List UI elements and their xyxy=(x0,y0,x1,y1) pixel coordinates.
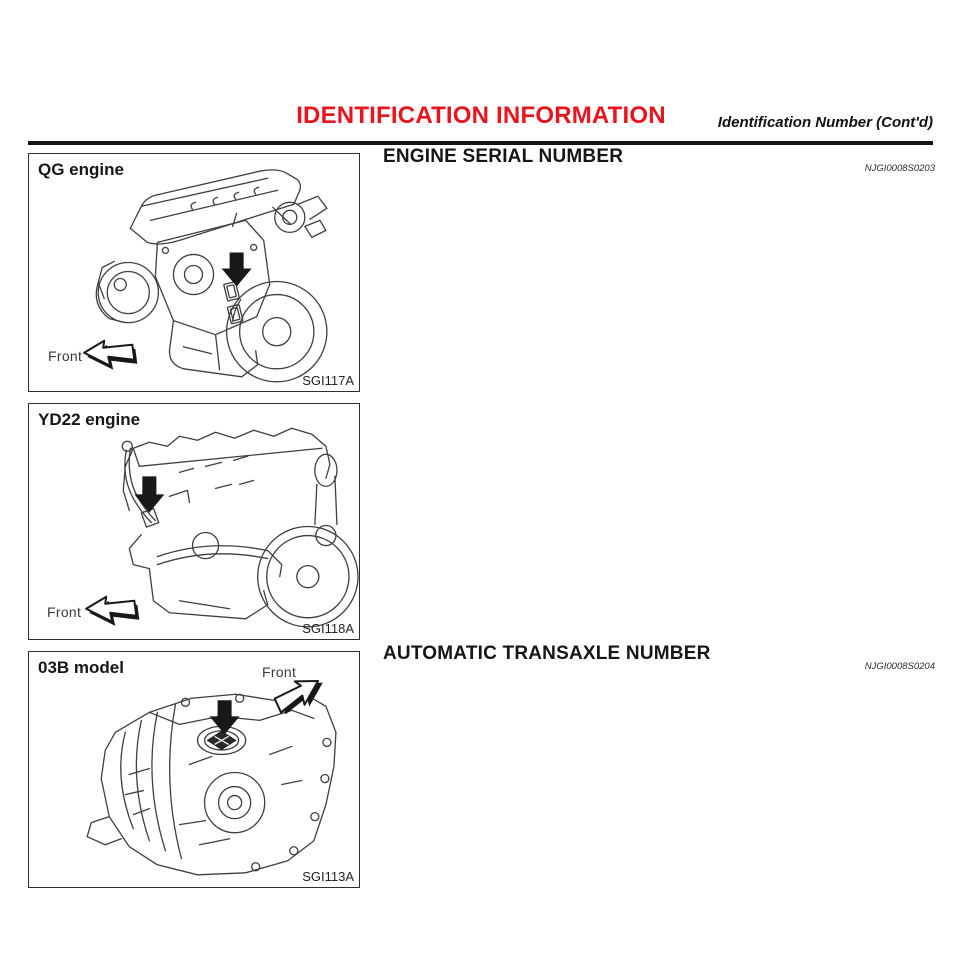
figure-qg-engine xyxy=(28,153,360,392)
page-title: IDENTIFICATION INFORMATION xyxy=(296,102,666,130)
running-header: Identification Number (Cont'd) xyxy=(717,114,933,131)
figure-label: QG engine xyxy=(38,160,124,179)
front-label: Front xyxy=(47,604,82,620)
transaxle-drawing xyxy=(29,652,359,887)
front-label: Front xyxy=(48,348,83,364)
figure-code: SGI117A xyxy=(302,373,354,388)
figure-code: SGI118A xyxy=(302,621,354,636)
section-heading-automatic-transaxle: AUTOMATIC TRANSAXLE NUMBER xyxy=(383,643,711,664)
header-rule xyxy=(28,141,933,145)
front-label: Front xyxy=(262,664,297,680)
figure-code: SGI113A xyxy=(302,869,354,884)
section-ref-code: NJGI0008S0203 xyxy=(864,163,935,174)
figure-label: YD22 engine xyxy=(38,410,141,429)
figure-label: 03B model xyxy=(38,658,124,677)
front-arrow-icon xyxy=(84,341,137,370)
section-ref-code: NJGI0008S0204 xyxy=(864,661,935,672)
serial-location-arrow-icon xyxy=(222,252,252,286)
figure-yd22-engine xyxy=(28,403,360,640)
front-arrow-icon xyxy=(86,597,139,626)
section-heading-engine-serial: ENGINE SERIAL NUMBER xyxy=(383,146,624,167)
figure-03b-model xyxy=(28,651,360,888)
